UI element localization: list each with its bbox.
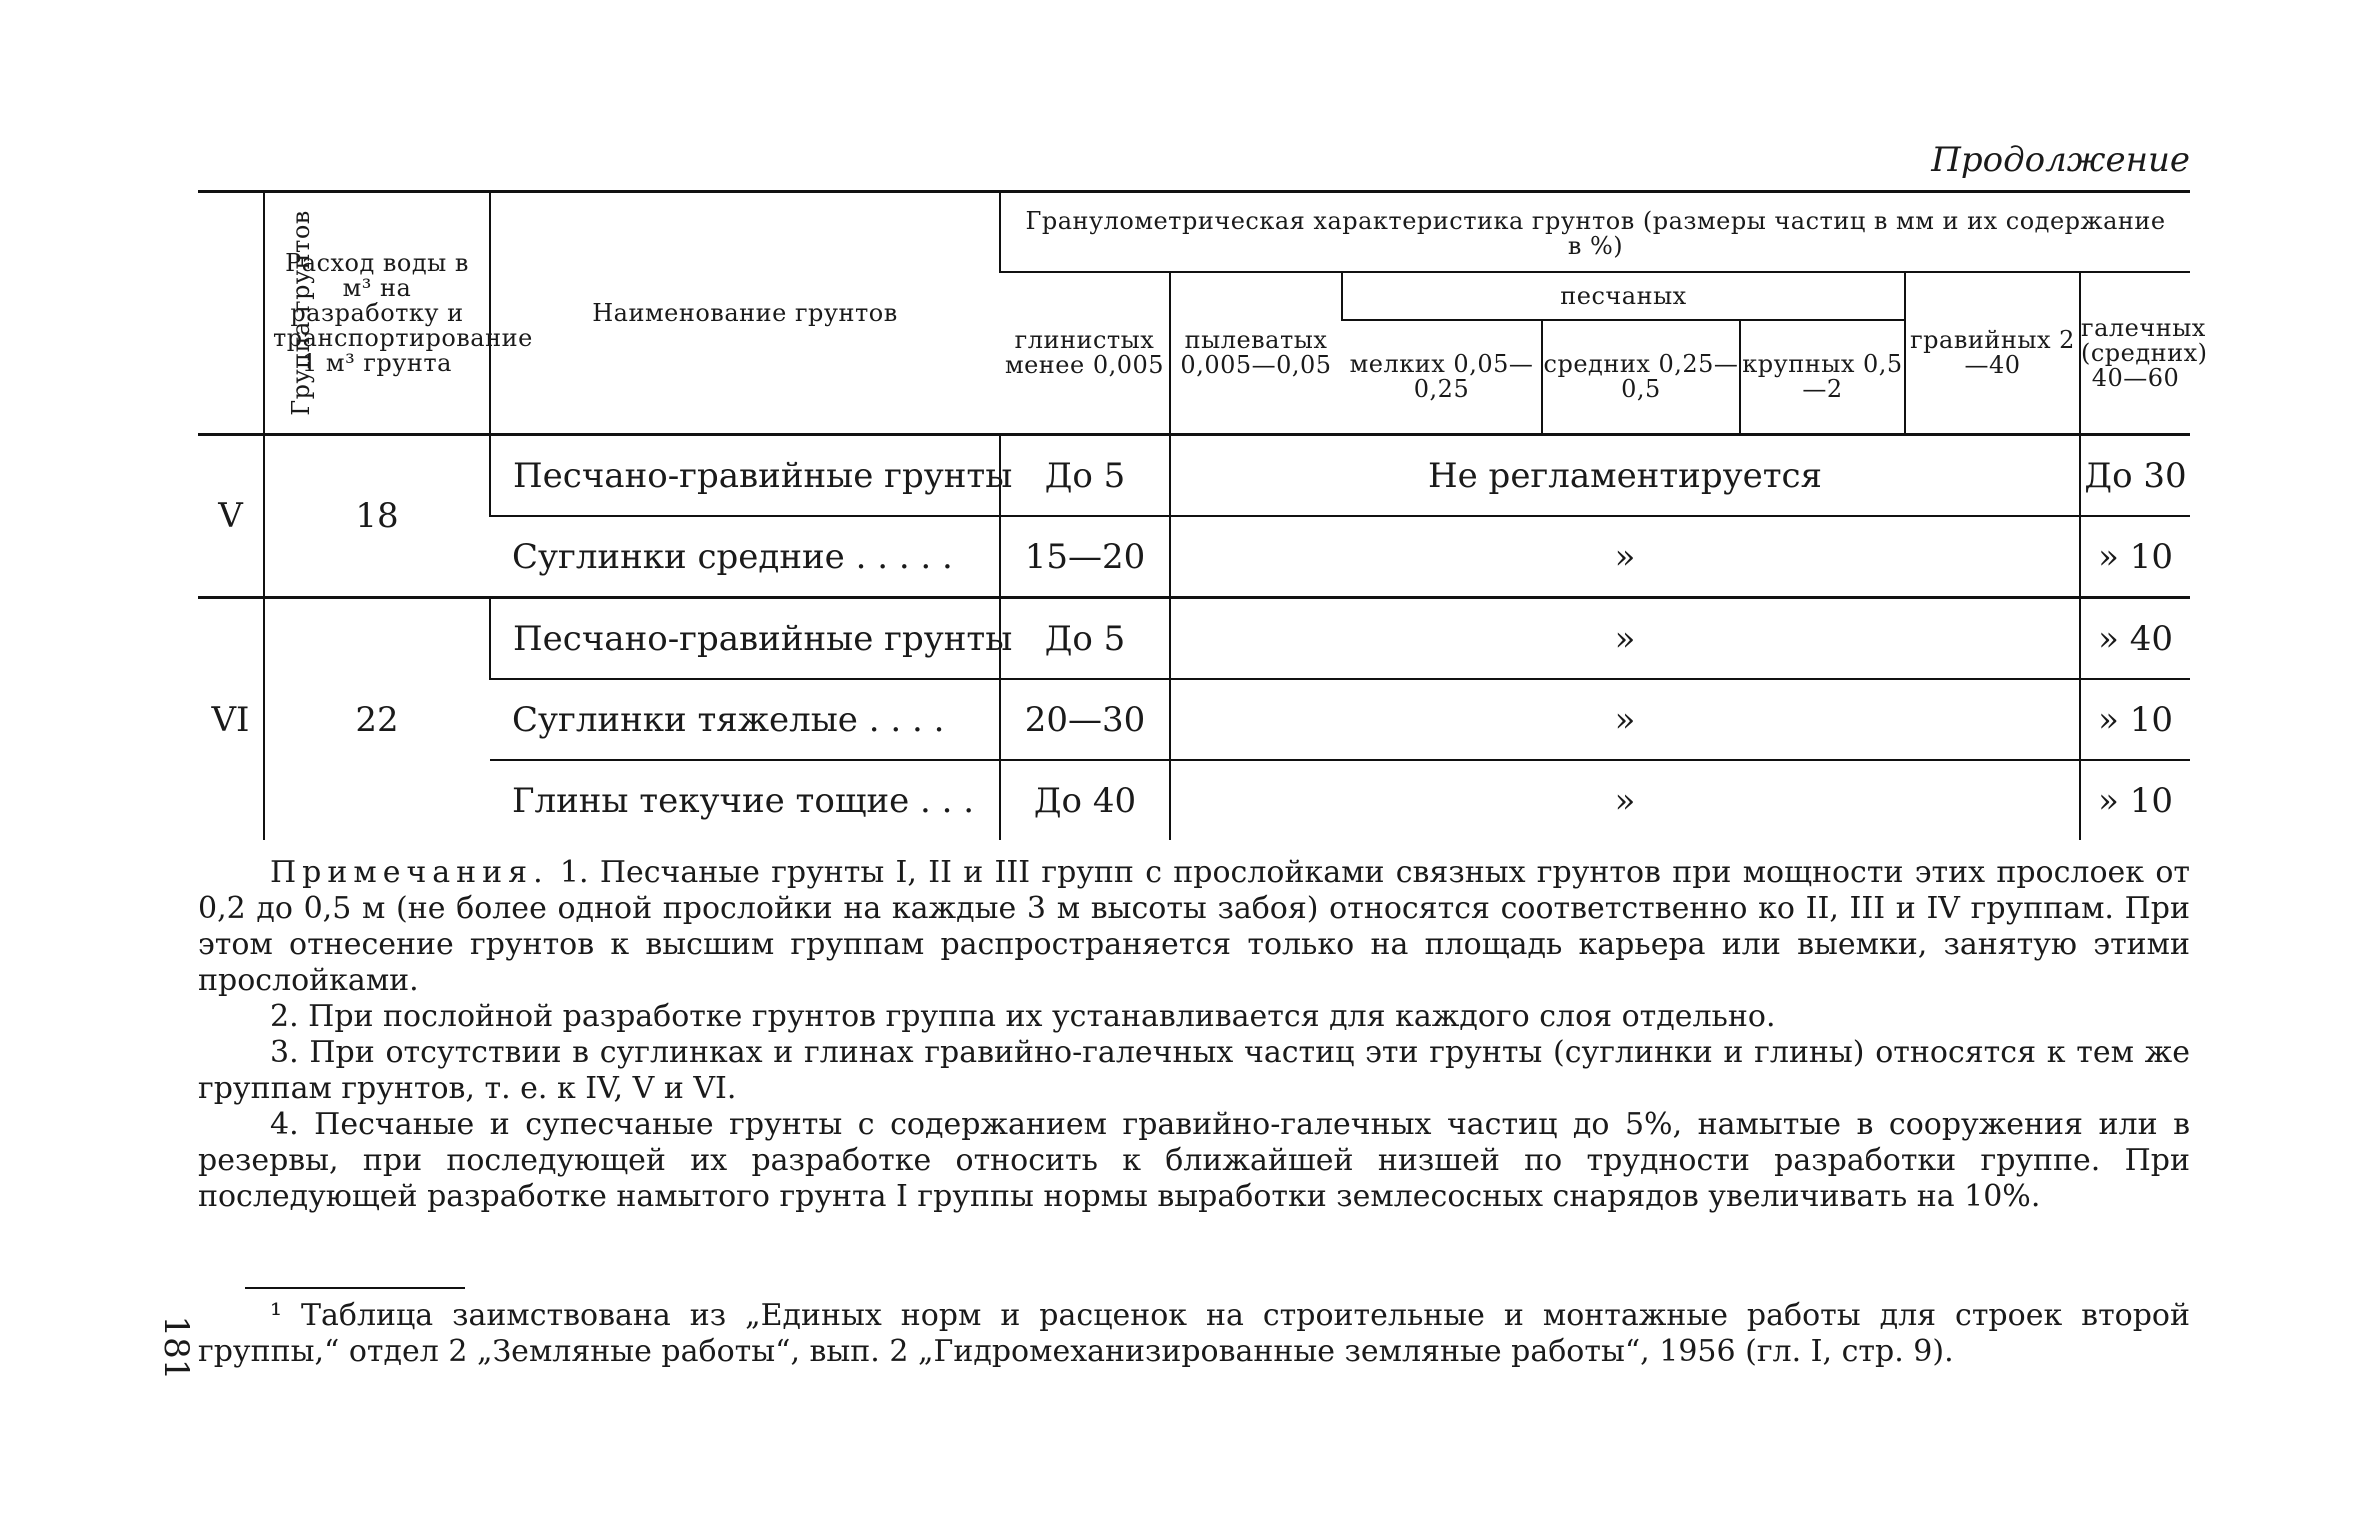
header-group-label: Группа грунтов [286,210,315,416]
table-row [198,598,2190,680]
header-group [198,192,315,435]
table-row [198,679,2190,760]
header-pebble [2080,272,2208,435]
header-coarse-label: крупных 0,5—2 [1742,350,1903,403]
clay-cell: До 40 [1000,760,1170,840]
header-pebble-label: галечных (средних) 40—60 [2081,313,2208,392]
header-name-label: Наименование грунтов [592,298,898,327]
soil-name-cell: Суглинки средние . . . . . [490,516,1000,598]
mid-cell: » [1170,598,2080,680]
page-number: 181 [156,1315,196,1381]
continued-label: Продолжение [1931,140,2190,180]
clay-cell: 15—20 [1000,516,1170,598]
soil-name-cell: Песчано-гравийные грунты [490,435,1000,517]
notes-heading: Примечания. [270,855,549,890]
table-row [198,760,2190,840]
header-granulometry-label: Гранулометрическая характеристика грунтов (размеры частиц в мм и их содержание в %) [1025,207,2166,260]
gravel-cell: До 30 [2080,435,2190,517]
gravel-cell: » 10 [2080,760,2190,840]
clay-cell: 20—30 [1000,679,1170,760]
soil-groups-table [198,190,2208,840]
header-clay [1000,272,1170,435]
mid-cell: » [1170,760,2080,840]
notes [198,855,2190,1215]
header-silt-label: пылеватых 0,005—0,05 [1180,326,1332,379]
footnote-divider [245,1287,465,1289]
note-3: 3. При отсутствии в суглинках и глинах гравийно-галечных частиц эти грунты (суглинки и глины) относятся к тем же группам грунтов, т. е. к IV, V и VI. [198,1035,2190,1106]
note-4: 4. Песчаные и супесчаные грунты с содержанием гравийно-галечных частиц до 5%, намытые в сооружения или в резервы, при последующей их разработке относить к ближайшей низшей по трудности разработки группе. При последующей разработке намытого грунта I группы нормы выработки землесосных снарядов увеличивать на 10%. [198,1107,2190,1214]
table-row [198,516,2190,598]
note-2: 2. При послойной разработке грунтов группа их устанавливается для каждого слоя отдельно. [270,999,1776,1034]
group-cell: V [198,435,264,598]
mid-cell: Не регламентируется [1170,435,2080,517]
soil-name-cell: Глины текучие тощие . . . [490,760,1000,840]
footnote-text: ¹ Таблица заимствована из „Единых норм и расценок на строительные и монтажные работы для строек второй группы,“ отдел 2 „Земляные работы“, вып. 2 „Гидромеханизированные земляные работы“, 1956 (гл. I, стр. 9). [198,1298,2190,1369]
table-row [198,435,2190,517]
header-silt [1170,272,1342,435]
gravel-cell: » 40 [2080,598,2190,680]
note-1 [198,855,2190,999]
header-granulometry [1000,192,2190,273]
clay-cell: До 5 [1000,598,1170,680]
mid-cell: » [1170,516,2080,598]
header-medium-label: средних 0,25—0,5 [1543,350,1739,403]
water-cell: 18 [264,435,490,598]
group-cell: VI [198,598,264,841]
note-1-text: 1. Песчаные грунты I, II и III групп с прослойками связных грунтов при мощности этих прослоек от 0,2 до 0,5 м (не более одной прослойки на каждые 3 м высоты забоя) относятся соответственно ко II, III и IV группам. При этом отнесение грунтов к высшим группам распространяется только на площадь карьера или выемки, занятую этими прослойками. [198,855,2190,998]
header-coarse [1740,320,1905,435]
header-clay-label: глинистых менее 0,005 [1004,326,1165,379]
header-sandy [1342,272,1905,320]
clay-cell: До 5 [1000,435,1170,517]
header-medium [1542,320,1740,435]
header-sandy-label: песчаных [1560,281,1687,310]
header-gravel [1905,272,2080,435]
footnote [198,1298,2190,1370]
header-name [490,192,1000,435]
header-water-label: Расход воды в м³ на разработку и транспортирование 1 м³ грунта [273,248,533,377]
soil-name-cell: Песчано-гравийные грунты [490,598,1000,680]
gravel-cell: » 10 [2080,516,2190,598]
soil-name-cell: Суглинки тяжелые . . . . [490,679,1000,760]
header-gravel-label: гравийных 2—40 [1910,326,2075,379]
header-fine [1342,320,1542,435]
header-fine-label: мелких 0,05—0,25 [1349,350,1534,403]
mid-cell: » [1170,679,2080,760]
gravel-cell: » 10 [2080,679,2190,760]
water-cell: 22 [264,598,490,841]
